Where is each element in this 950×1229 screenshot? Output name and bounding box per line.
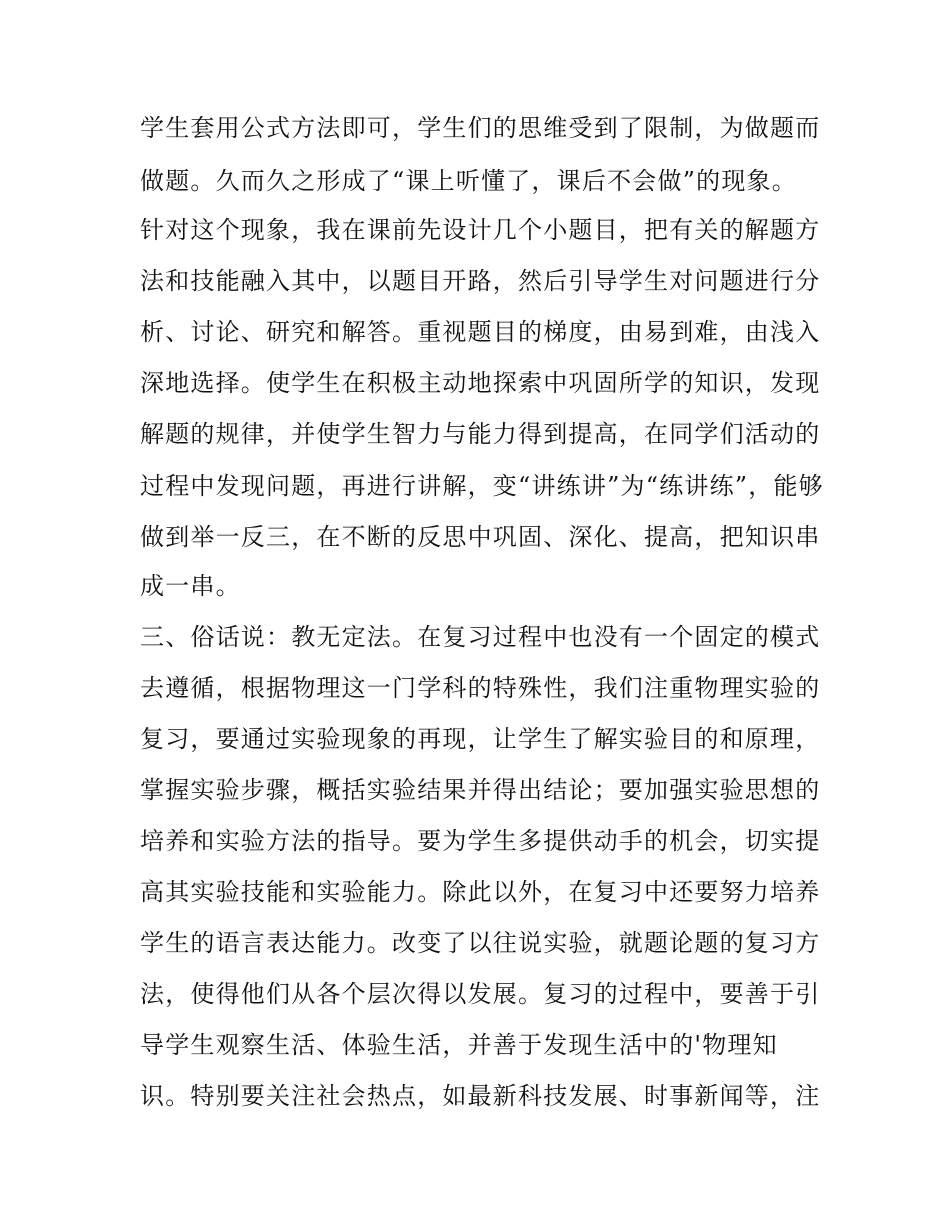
text-line: 导学生观察生活、体验生活，并善于发现生活中的'物理知 — [140, 1031, 778, 1059]
text-line: 成一串。 — [140, 572, 241, 600]
text-line: 解题的规律，并使学生智力与能力得到提高，在同学们活动的 — [140, 420, 821, 448]
text-line: 复习，要通过实验现象的再现，让学生了解实验目的和原理， — [140, 725, 821, 753]
text-line: 法和技能融入其中，以题目开路，然后引导学生对问题进行分 — [140, 267, 821, 295]
text-line: 去遵循，根据物理这一门学科的特殊性，我们注重物理实验的 — [140, 674, 821, 702]
text-line: 高其实验技能和实验能力。除此以外，在复习中还要努力培养 — [140, 878, 821, 906]
text-line: 针对这个现象，我在课前先设计几个小题目，把有关的解题方 — [140, 216, 821, 244]
text-line: 过程中发现问题，再进行讲解，变“讲练讲”为“练讲练”，能够 — [140, 472, 824, 500]
text-line: 识。特别要关注社会热点，如最新科技发展、时事新闻等，注 — [140, 1082, 821, 1110]
text-line: 析、讨论、研究和解答。重视题目的梯度，由易到难，由浅入 — [140, 318, 821, 346]
text-line: 做题。久而久之形成了“课上听懂了，课后不会做”的现象。 — [140, 167, 797, 195]
text-line: 法，使得他们从各个层次得以发展。复习的过程中，要善于引 — [140, 980, 821, 1008]
text-line: 学生的语言表达能力。改变了以往说实验，就题论题的复习方 — [140, 929, 821, 957]
text-line: 三、俗话说：教无定法。在复习过程中也没有一个固定的模式 — [140, 623, 821, 651]
text-line: 学生套用公式方法即可，学生们的思维受到了限制，为做题而 — [140, 114, 821, 142]
text-line: 深地选择。使学生在积极主动地探索中巩固所学的知识，发现 — [140, 369, 821, 397]
text-line: 培养和实验方法的指导。要为学生多提供动手的机会，切实提 — [140, 827, 821, 855]
text-line: 做到举一反三，在不断的反思中巩固、深化、提高，把知识串 — [140, 523, 821, 551]
text-line: 掌握实验步骤，概括实验结果并得出结论；要加强实验思想的 — [140, 776, 821, 804]
